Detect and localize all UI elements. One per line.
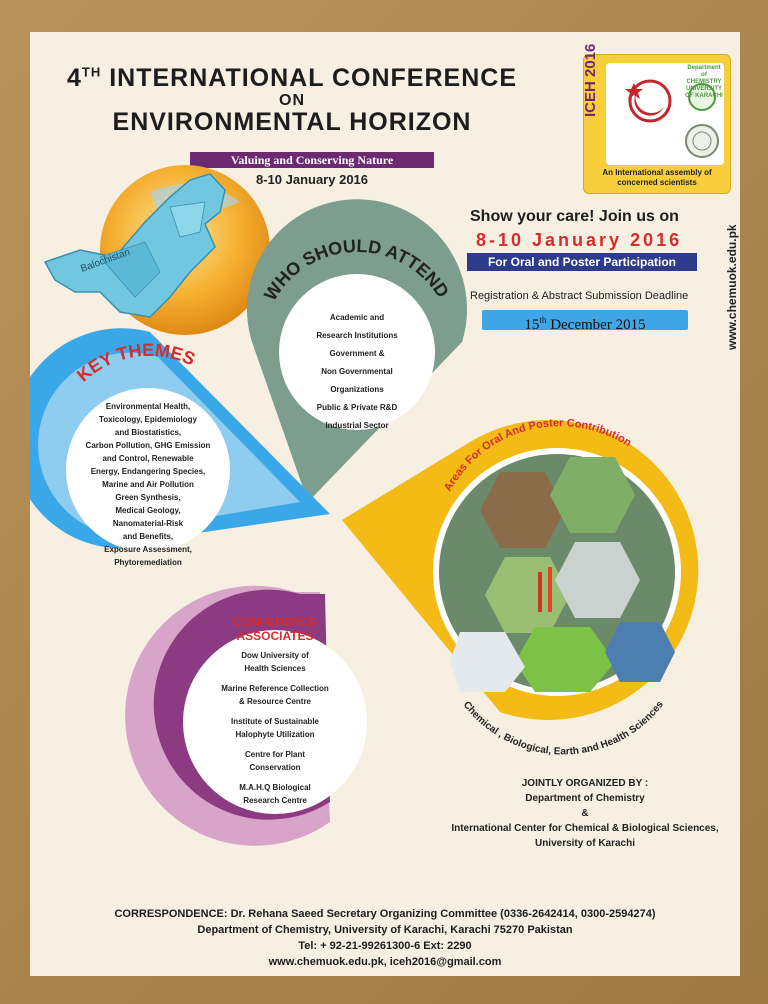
list-item: Medical Geology, (115, 506, 181, 515)
correspondence-line: CORRESPONDENCE: Dr. Rehana Saeed Secretary Organizing Committee (0336-2642414, 0300-2594274) (114, 908, 656, 920)
poster-page (30, 32, 740, 976)
list-item: Health Sciences (244, 664, 306, 673)
areas-heading: Areas For Oral And Poster Contribution (442, 417, 634, 494)
list-item: Organizations (330, 385, 384, 394)
associates-heading-2: ASSOCIATES (236, 629, 314, 643)
list-item: and Benefits, (122, 532, 174, 541)
organizer-line: University of Karachi (534, 838, 636, 849)
iceh-label: ICEH 2016 (582, 43, 599, 117)
associates-heading-1: CONFERENCE (232, 615, 317, 629)
correspondence-line: Tel: + 92-21-99261300-6 Ext: 2290 (298, 940, 472, 952)
list-item: Green Synthesis, (115, 493, 181, 502)
list-item: Non Governmental (321, 367, 393, 376)
list-item: Government & (329, 349, 385, 358)
list-item: Environmental Health, (105, 402, 191, 411)
deadline-label: Registration & Abstract Submission Deadline (470, 290, 689, 302)
list-item: Phytoremediation (114, 558, 182, 567)
dept-logo-label: Department of CHEMISTRY UNIVERSITY OF KARACHI (685, 65, 723, 99)
title-line-3: ENVIRONMENTAL HORIZON (112, 108, 472, 136)
list-item: Halophyte Utilization (235, 730, 315, 739)
list-item: Academic and (329, 313, 385, 322)
correspondence-contact-link[interactable]: www.chemuok.edu.pk, iceh2016@gmail.com (268, 956, 502, 968)
areas-footer: Chemical , Biological, Earth and Health Sciences (460, 699, 666, 758)
list-item: Research Centre (243, 796, 307, 805)
organizer-line: & (581, 808, 589, 819)
list-item: Institute of Sustainable (230, 717, 319, 726)
list-item: Nanomaterial-Risk (112, 519, 184, 528)
invite-dates: 8-10 January 2016 (476, 230, 683, 250)
associates-list (200, 615, 350, 807)
list-item: Marine Reference Collection (221, 684, 329, 693)
list-item: Marine and Air Pollution (102, 480, 194, 489)
map-region-label: Balochistan (79, 246, 132, 275)
website-vertical[interactable]: www.chemuok.edu.pk (725, 224, 739, 350)
list-item: Conservation (249, 763, 301, 772)
organizer-line: Department of Chemistry (525, 793, 645, 804)
list-item: Industrial Sector (325, 421, 389, 430)
title-line-1: 4TH INTERNATIONAL CONFERENCE (66, 64, 517, 92)
list-item: Public & Private R&D (316, 403, 398, 412)
list-item: M.A.H.Q Biological (239, 783, 311, 792)
themes-heading: KEY THEMES (72, 339, 199, 386)
organizer-block (390, 776, 740, 851)
list-item: and Biostatistics, (114, 428, 182, 437)
who-heading: WHO SHOULD ATTEND (260, 235, 453, 305)
title-line-2: ON (279, 92, 305, 109)
list-item: Research Institutions (316, 331, 398, 340)
list-item: Centre for Plant (244, 750, 305, 759)
invite-headline: Show your care! Join us on (470, 208, 679, 225)
who-list (292, 311, 422, 432)
list-item: Dow University of (241, 651, 309, 660)
organizer-line: JOINTLY ORGANIZED BY : (521, 778, 649, 789)
list-item: Exposure Assessment, (104, 545, 192, 554)
conference-dates: 8-10 January 2016 (255, 172, 369, 187)
themes-list (68, 400, 228, 569)
list-item: & Resource Centre (238, 697, 312, 706)
correspondence-block (30, 906, 740, 970)
participation-banner: For Oral and Poster Participation (467, 253, 697, 271)
list-item: Carbon Pollution, GHG Emission (85, 441, 211, 450)
deadline-date: 15th December 2015 (482, 310, 688, 330)
organizer-line: International Center for Chemical & Biological Sciences, (451, 823, 719, 834)
list-item: Energy, Endangering Species, (90, 467, 206, 476)
correspondence-line: Department of Chemistry, University of Karachi, Karachi 75270 Pakistan (197, 924, 573, 936)
logo-caption: An International assembly of concerned scientists (602, 168, 712, 187)
tagline-banner: Valuing and Conserving Nature (190, 152, 434, 168)
list-item: Toxicology, Epidemiology (99, 415, 197, 424)
list-item: and Control, Renewable (102, 454, 194, 463)
